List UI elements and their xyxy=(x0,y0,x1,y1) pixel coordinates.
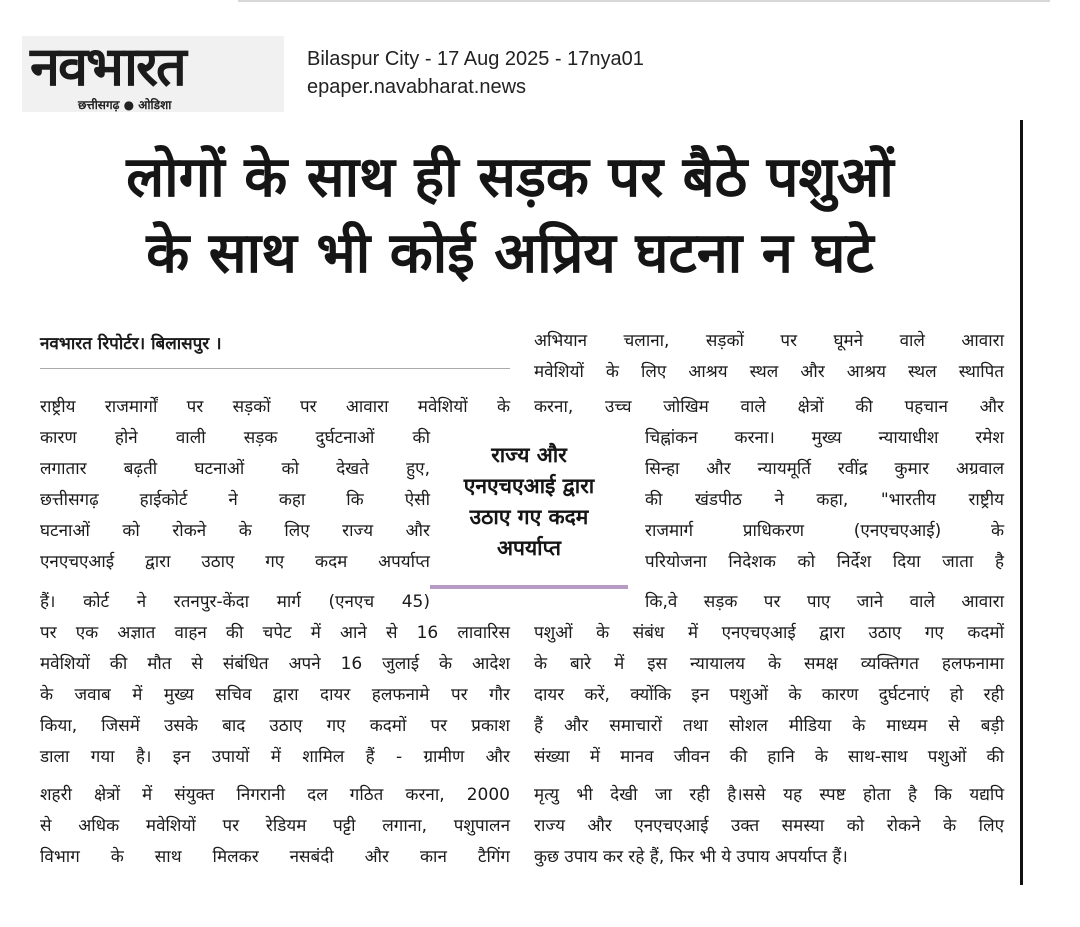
headline-line-2: के साथ भी कोई अप्रिय घटना न घटे xyxy=(146,221,874,286)
col1-line: के जवाब में मुख्य सचिव द्वारा दायर हलफनामे पर गौर xyxy=(40,685,510,705)
col2-line: चिह्नांकन करना। मुख्य न्यायाधीश रमेश xyxy=(645,428,1004,448)
col2-line: अभियान चलाना, सड़कों पर घूमने वाले आवारा xyxy=(534,331,1004,351)
col2-line: पशुओं के संबंध में एनएचएआई द्वारा उठाए गए कदमों xyxy=(534,623,1004,643)
edition-info: Bilaspur City - 17 Aug 2025 - 17nya01 xyxy=(307,48,644,70)
column-rule xyxy=(1020,120,1023,885)
col2-line: कि,वे सड़क पर पाए जाने वाले आवारा xyxy=(645,592,1004,612)
col1-line: पर एक अज्ञात वाहन की चपेट में आने से 16 लावारिस xyxy=(40,623,510,643)
col2-line: की खंडपीठ ने कहा, "भारतीय राष्ट्रीय xyxy=(645,490,1004,510)
col2-line: मृत्यु भी देखी जा रही है।ससे यह स्पष्ट होता है कि यद्यपि xyxy=(534,785,1004,805)
newspaper-logo: नवभारत xyxy=(30,34,185,98)
col1-line: से अधिक मवेशियों पर रेडियम पट्टी लगाना, पशुपालन xyxy=(40,816,510,836)
col1-line: एनएचएआई द्वारा उठाए गए कदम अपर्याप्त xyxy=(40,552,430,572)
pull-quote-underline xyxy=(430,585,628,589)
pull-quote xyxy=(430,440,628,564)
col1-line: कारण होने वाली सड़क दुर्घटनाओं की xyxy=(40,428,430,448)
epaper-url: epaper.navabharat.news xyxy=(307,76,527,98)
col1-line: डाला गया है। इन उपायों में शामिल हैं - ग्रामीण और xyxy=(40,747,510,767)
headline-line-1: लोगों के साथ ही सड़क पर बैठे पशुओं xyxy=(126,145,894,210)
col2-line: सिन्हा और न्यायमूर्ति रवींद्र कुमार अग्रवाल xyxy=(645,459,1004,479)
col1-line: विभाग के साथ मिलकर नसबंदी और कान टैगिंग xyxy=(40,847,510,867)
col1-line: घटनाओं को रोकने के लिए राज्य और xyxy=(40,521,430,541)
col2-line: परियोजना निदेशक को निर्देश दिया जाता है xyxy=(645,552,1004,572)
pull-quote-line: राज्य और xyxy=(491,443,567,467)
col2-line: हैं और समाचारों तथा सोशल मीडिया के माध्यम से बड़ी xyxy=(534,716,1004,736)
top-border xyxy=(238,0,1050,2)
pull-quote-line: उठाए गए कदम xyxy=(469,505,589,529)
col1-line: हैं। कोर्ट ने रतनपुर-केंदा मार्ग (एनएच 45) xyxy=(40,592,430,612)
col1-line: लगातार बढ़ती घटनाओं को देखते हुए, xyxy=(40,459,430,479)
edition-regions: छत्तीसगढ़ ● ओडिशा xyxy=(78,98,172,112)
col1-line: किया, जिसमें उसके बाद उठाए गए कदमों पर प्रकाश xyxy=(40,716,510,736)
col2-line: दायर करें, क्योंकि इन पशुओं के कारण दुर्घटनाएं हो रही xyxy=(534,685,1004,705)
col2-line: राज्य और एनएचएआई उक्त समस्या को रोकने के लिए xyxy=(534,816,1004,836)
col2-line: कुछ उपाय कर रहे हैं, फिर भी ये उपाय अपर्याप्त हैं। xyxy=(534,847,848,867)
col2-line: मवेशियों के लिए आश्रय स्थल और आश्रय स्थल स्थापित xyxy=(534,362,1004,382)
col1-line: मवेशियों की मौत से संबंधित अपने 16 जुलाई के आदेश xyxy=(40,654,510,674)
col2-line: राजमार्ग प्राधिकरण (एनएचएआई) के xyxy=(645,521,1004,541)
col2-line: करना, उच्च जोखिम वाले क्षेत्रों की पहचान और xyxy=(534,397,1004,417)
byline-divider xyxy=(40,368,510,369)
pull-quote-line: अपर्याप्त xyxy=(496,536,562,560)
pull-quote-line: एनएचएआई द्वारा xyxy=(463,474,595,498)
byline: नवभारत रिपोर्टर। बिलासपुर । xyxy=(40,334,222,354)
col2-line: के बारे में इस न्यायालय के समक्ष व्यक्तिगत हलफनामा xyxy=(534,654,1004,674)
col1-line: राष्ट्रीय राजमार्गों पर सड़कों पर आवारा मवेशियों के xyxy=(40,397,510,417)
col2-line: संख्या में मानव जीवन की हानि के साथ-साथ पशुओं की xyxy=(534,747,1004,767)
col1-line: छत्तीसगढ़ हाईकोर्ट ने कहा कि ऐसी xyxy=(40,490,430,510)
col1-line: शहरी क्षेत्रों में संयुक्त निगरानी दल गठित करना, 2000 xyxy=(40,785,510,805)
